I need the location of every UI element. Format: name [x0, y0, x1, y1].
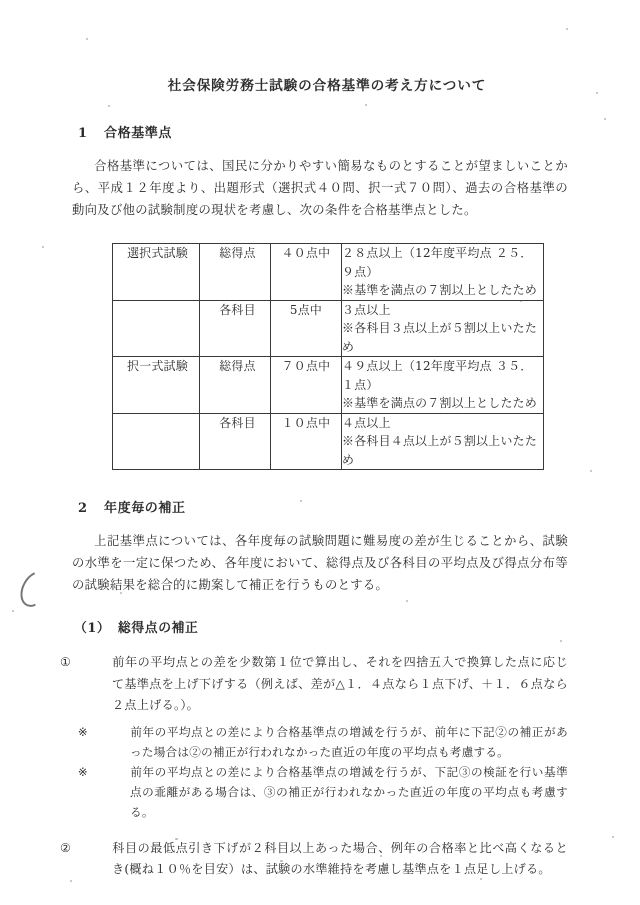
table-row: [113, 244, 544, 301]
table-row: [113, 413, 544, 470]
table-cell-detail: [342, 300, 544, 357]
list-item-text: 前年の平均点との差を少数第１位で算出し、それを四捨五入で換算した点に応じて基準点を上げ下げする（例えば、差が△１．４点なら１点下げ、＋１．６点なら２点上げる。）。: [112, 655, 568, 712]
table-cell-detail-line2: ※各科目３点以上が５割以上いたため: [342, 321, 538, 354]
table-cell-detail-line1: ３点以上: [342, 302, 391, 317]
table-cell-full-marks: １０点中: [271, 413, 342, 470]
table-cell-detail: [342, 357, 544, 414]
table-cell-detail: [342, 244, 544, 301]
list-item-marker: ②: [60, 840, 72, 855]
table-cell-exam-type: 選択式試験: [113, 244, 200, 301]
table-cell-detail-line2: ※基準を満点の７割以上としたため: [342, 283, 538, 297]
list-item-text: 科目の最低点引き下げが２科目以上あった場合、例年の合格率と比べ高くなるとき(概ね１０％を目安）は、試験の水準維持を考慮し基準点を１点足し上げる。: [112, 840, 568, 876]
section-2-title: 年度毎の補正: [104, 501, 186, 516]
table-cell-detail-line1: ４点以上: [342, 415, 391, 430]
section-1-number: 1: [78, 126, 88, 141]
criteria-table-wrapper: [0, 243, 640, 470]
note-text: 前年の平均点との差により合格基準点の増減を行うが、下記③の検証を行い基準点の乖離がある場合は、③の補正が行われなかった直近の年度の平均点も考慮する。: [130, 764, 568, 819]
table-cell-detail-line1: ４９点以上（12年度平均点 ３５．１点）: [342, 359, 533, 392]
table-cell-detail-line1: ２８点以上（12年度平均点 ２５．９点）: [342, 246, 533, 279]
section-2-heading: [0, 497, 640, 516]
list-item-note: [0, 722, 640, 762]
table-cell-exam-type-continuation: [113, 300, 200, 357]
list-item: [0, 652, 640, 717]
criteria-table: [112, 243, 544, 470]
table-cell-full-marks: ７０点中: [271, 357, 342, 414]
table-row: [113, 357, 544, 414]
table-cell-score-kind: 各科目: [200, 413, 271, 470]
section-2-paragraph-text: 上記基準点については、各年度毎の試験問題に難易度の差が生じることから、試験の水準を一定に保つため、各年度において、総得点及び各科目の平均点及び得点分布等の試験結果を総合的に勘案して補正を行うものとする。: [72, 534, 568, 592]
table-cell-score-kind: 総得点: [200, 357, 271, 414]
table-cell-detail: [342, 413, 544, 470]
table-cell-full-marks: 5点中: [271, 300, 342, 357]
table-cell-detail-line2: ※各科目４点以上が５割以上いたため: [342, 434, 538, 467]
section-2-number: 2: [78, 501, 88, 516]
page-title: 社会保険労務士試験の合格基準の考え方について: [167, 78, 487, 94]
subsection-1-title: 総得点の補正: [118, 621, 199, 636]
subsection-1-heading: [0, 617, 640, 636]
table-cell-score-kind: 総得点: [200, 244, 271, 301]
section-1-paragraph: [0, 155, 640, 221]
table-cell-score-kind: 各科目: [200, 300, 271, 357]
table-cell-exam-type: 択一式試験: [113, 357, 200, 414]
list-item-marker: ①: [60, 655, 72, 669]
table-row: [113, 300, 544, 357]
table-cell-detail-line2: ※基準を満点の７割以上としたため: [342, 396, 538, 410]
section-1-heading: [0, 122, 640, 141]
subsection-1-label: （1）: [74, 621, 111, 636]
list-item-note: [0, 762, 640, 822]
table-cell-exam-type-continuation: [113, 413, 200, 470]
note-marker: ※: [78, 724, 88, 739]
note-marker: ※: [78, 764, 88, 779]
note-text: 前年の平均点との差により合格基準点の増減を行うが、前年に下記②の補正があった場合は②の補正が行われなかった直近の年度の平均点も考慮する。: [130, 724, 568, 759]
table-cell-full-marks: ４０点中: [271, 244, 342, 301]
section-1-paragraph-text: 合格基準については、国民に分かりやすい簡易なものとすることが望ましいことから、平成１２年度より、出題形式（選択式４０問、択一式７０問）、過去の合格基準の動向及び他の試験制度の現状を考慮し、次の条件を合格基準点とした。: [72, 159, 568, 217]
section-2-paragraph: [0, 530, 640, 596]
list-item: [0, 838, 640, 881]
section-1-title: 合格基準点: [104, 126, 173, 141]
